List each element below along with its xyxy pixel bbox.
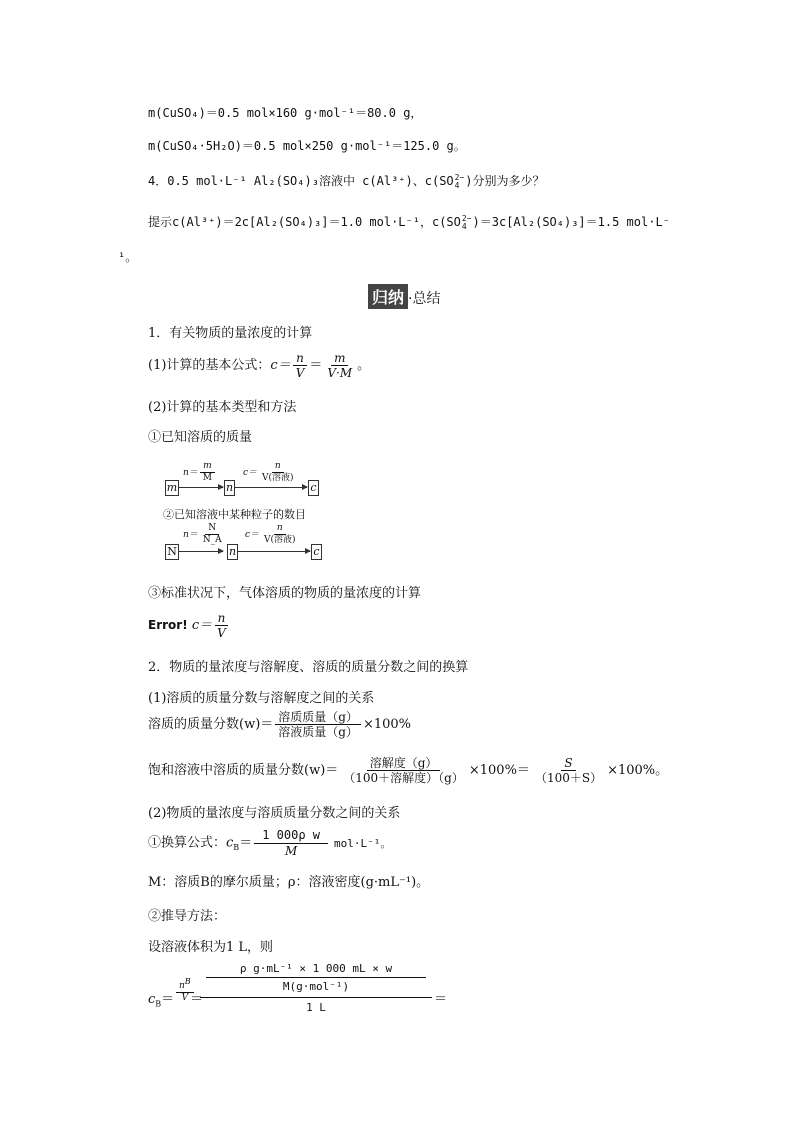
saturated-tail: ×100%。: [607, 763, 669, 778]
saturated-mid: ×100%＝: [468, 763, 530, 778]
arrow-label-2: [245, 524, 301, 545]
sulfate-ion-notation: [455, 174, 465, 190]
arrow-n-to-c: [235, 487, 307, 488]
case-2: ②已知溶液中某种粒子的数目: [163, 508, 306, 521]
question-4-text: 4．0.5 mol·L⁻¹ Al₂(SO₄)₃溶液中 c(Al³⁺)、c(SO: [148, 174, 454, 188]
derivation-top: ρ g·mL⁻¹ × 1 000 mL × w: [239, 962, 393, 975]
derivation-label: ②推导方法：: [148, 909, 227, 924]
ion-subscript: 4: [454, 180, 460, 190]
assumption-line: 设溶液体积为1 L，则: [148, 940, 274, 955]
error-formula: [148, 612, 231, 639]
section-2-title: 2．物质的量浓度与溶解度、溶质的质量分数之间的换算: [148, 660, 469, 675]
derivation-end: ＝: [434, 992, 448, 1007]
saturated-label: 饱和溶液中溶质的质量分数(w)＝: [148, 763, 339, 778]
fraction-denominator: V·M: [327, 366, 353, 380]
arrow-fraction: [200, 524, 225, 545]
question-4: [148, 172, 545, 190]
calc-line-2: m(CuSO₄·5H₂O)＝0.5 mol×250 g·mol⁻¹＝125.0 g。: [148, 139, 466, 153]
flow-diagram-particles: [165, 522, 325, 566]
box-c: c: [308, 480, 319, 496]
ion-charge: 2−: [454, 172, 465, 182]
box-m: m: [166, 481, 178, 494]
calc-types: (2)计算的基本类型和方法: [148, 400, 297, 415]
hint-text: 提示c(Al³⁺)＝2c[Al₂(SO₄)₃]＝1.0 mol·L⁻¹，c(SO: [148, 215, 461, 229]
outer-fraction-bar: [200, 997, 432, 998]
ion-charge: 2−: [461, 213, 472, 223]
box-n: n: [228, 545, 237, 558]
saturated-fraction-1: [340, 757, 467, 784]
flow-diagram-mass: [165, 460, 325, 500]
banner-rest: ·总结: [408, 291, 441, 307]
fraction-n-over-v: [214, 612, 229, 639]
equals: ＝: [161, 992, 175, 1007]
error-text: Error!: [148, 618, 188, 632]
banner-label: 归纳: [368, 284, 408, 309]
derivation-bottom: 1 L: [306, 1001, 326, 1014]
conversion-fraction: [254, 829, 328, 857]
fraction-denominator: V: [295, 366, 305, 380]
question-4-tail: )分别为多少？: [465, 174, 545, 188]
conversion-label: ①换算公式：: [148, 835, 227, 851]
formula-c: c＝: [191, 618, 213, 633]
fraction-denominator: （100＋溶解度）（g）: [343, 771, 464, 785]
definitions-line: M：溶质B的摩尔质量；ρ：溶液密度(g·mL⁻¹)。: [148, 875, 430, 890]
fraction-denominator: （100＋S）: [534, 771, 603, 785]
equals: ＝: [309, 358, 323, 373]
mass-fraction-label: 溶质的质量分数(w)＝: [148, 717, 274, 732]
cb-symbol: c: [226, 835, 234, 851]
fraction-numerator: 1 000ρ w: [254, 829, 328, 844]
sulfate-ion-notation-hint: [462, 215, 472, 231]
fraction-numerator: S: [561, 757, 575, 771]
fraction-denominator: 溶液质量（g）: [278, 725, 358, 739]
saturated-fraction-formula: [148, 757, 668, 784]
basic-formula: [148, 352, 370, 379]
inner-fraction-bar: [206, 977, 426, 978]
fraction-denominator: V(溶液): [262, 473, 294, 483]
fraction-denominator: V: [181, 993, 189, 1003]
fraction-numerator: 溶质质量（g）: [275, 711, 361, 725]
box-c: c: [311, 544, 322, 560]
fraction-numerator: n: [274, 524, 286, 535]
mass-fraction-tail: ×100%: [362, 717, 412, 732]
fraction-numerator: 溶解度（g）: [367, 757, 441, 771]
fraction-numerator: n: [272, 462, 284, 473]
mass-fraction-fraction: [275, 711, 361, 738]
equals: ＝: [239, 835, 253, 851]
cb-subscript: B: [155, 999, 162, 1009]
cb-symbol: c: [148, 992, 156, 1007]
box-n: n: [225, 481, 234, 494]
fraction-m-over-vm: [324, 352, 355, 379]
box-N: N: [165, 544, 179, 560]
arrow-fraction: [259, 462, 297, 483]
fraction-denominator: M: [284, 844, 298, 858]
formula-label: (1)计算的基本公式：: [148, 358, 271, 373]
arrow-label-prefix: c＝: [243, 468, 258, 478]
period: 。: [357, 358, 371, 373]
section-1-title: 1．有关物质的量浓度的计算: [148, 326, 313, 341]
subsection-2: (2)物质的量浓度与溶质质量分数之间的关系: [148, 806, 401, 821]
case-1: ①已知溶质的质量: [148, 430, 253, 445]
summary-banner: [368, 284, 440, 309]
arrow-label-2: [243, 462, 299, 483]
arrow-fraction: [200, 462, 215, 483]
fraction-numerator: n: [293, 352, 307, 366]
conversion-formula: [148, 829, 391, 857]
fraction-numerator: N: [205, 524, 219, 535]
hint-tail: )＝3c[Al₂(SO₄)₃]＝1.5 mol·L⁻: [472, 215, 670, 229]
calc-line-1: m(CuSO₄)＝0.5 mol×160 g·mol⁻¹＝80.0 g，: [148, 106, 423, 120]
hint-line: [148, 213, 670, 231]
formula-c: c＝: [270, 358, 291, 373]
fraction-denominator: V: [217, 626, 226, 640]
arrow-label-1: [183, 524, 227, 545]
arrow-label-prefix: n＝: [183, 530, 198, 540]
derivation-formula: [148, 962, 448, 1022]
equals-2: ＝: [190, 992, 204, 1007]
cb-subscript: B: [233, 843, 240, 853]
nb-symbol: n: [179, 981, 185, 991]
derivation-lhs: [148, 988, 174, 1009]
arrow-m-to-n: [179, 487, 223, 488]
fraction-n-over-v: [293, 352, 308, 379]
saturated-fraction-2: [532, 757, 605, 784]
arrow-label-prefix: n＝: [183, 468, 198, 478]
mass-fraction-formula: [148, 711, 411, 738]
fraction-denominator: V(溶液): [264, 535, 296, 545]
fraction-denominator: M: [202, 473, 213, 483]
derivation-mid: M(g·mol⁻¹): [282, 980, 350, 993]
case-3: ③标准状况下，气体溶质的物质的量浓度的计算: [148, 586, 422, 601]
arrow-N-to-n: [179, 551, 223, 552]
fraction-numerator: m: [331, 352, 348, 366]
arrow-n-to-c: [238, 551, 310, 552]
fraction-denominator: N_A: [202, 535, 222, 545]
fraction-numerator: n: [215, 612, 229, 626]
nb-superscript: B: [184, 977, 191, 986]
arrow-fraction: [261, 524, 299, 545]
fraction-numerator: m: [200, 462, 215, 473]
ion-subscript: 4: [461, 221, 467, 231]
subsection-1: (1)溶质的质量分数与溶解度之间的关系: [148, 691, 375, 706]
conversion-unit: mol·L⁻¹。: [334, 836, 392, 850]
arrow-label-prefix: c＝: [245, 530, 260, 540]
arrow-label-1: [183, 462, 217, 483]
hint-wrap: ¹。: [118, 250, 138, 264]
